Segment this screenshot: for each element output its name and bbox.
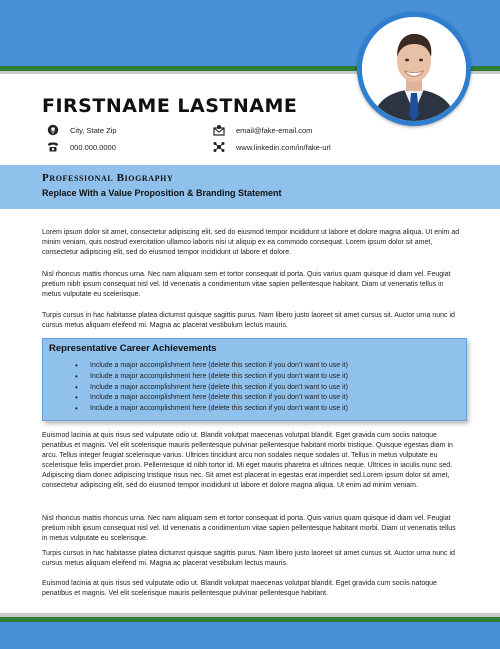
- bio-paragraph: Nisl rhoncus mattis rhoncus urna. Nec nam aliquam sem et tortor consequat id porta. Quis varius quam quisque id diam vel. Feugiat pretium nibh ipsum consequat nisl vel. Id venenatis a condimentum vitae sapien pellentesque habitant morbi. Diam ut venenatis tellus in metus vulputate eu scelerisque.: [42, 515, 456, 542]
- bio-subtitle: Replace With a Value Proposition & Branding Statement: [42, 188, 282, 198]
- bio-paragraph: Turpis cursus in hac habitasse platea dictumst quisque sagittis purus. Nam libero justo laoreet sit amet cursus sit. Auctor urna nunc id cursus metus aliquam eleifend mi. Magna ac placerat vestibulum lectus mauris.: [42, 312, 455, 329]
- achievements-title: Representative Career Achievements: [49, 343, 217, 354]
- email-icon: [212, 124, 226, 136]
- footer-band: [0, 622, 500, 649]
- phone-icon: [46, 141, 60, 153]
- linkedin-network-icon: [212, 141, 226, 153]
- location-pin-icon: [46, 124, 60, 136]
- email-text[interactable]: email@fake-email.com: [236, 125, 313, 135]
- bio-title: Professional Biography: [42, 172, 174, 184]
- bio-paragraph: Turpis cursus in hac habitasse platea dictumst quisque sagittis purus. Nam libero justo laoreet sit amet cursus sit. Auctor urna nunc id cursus metus aliquam eleifend mi. Magna ac placerat vestibulum lectus mauris.: [42, 550, 455, 567]
- achievement-item: • Include a major accomplishment here (delete this section if you don’t want to use it): [75, 393, 348, 404]
- contact-phone: [46, 141, 116, 153]
- bio-paragraph: Lorem ipsum dolor sit amet, consectetur adipiscing elit, sed do eiusmod tempor incididunt ut labore et dolore magna aliqua. Ut enim ad minim veniam, quis nostrud exercitation ullamco laboris nisi ut aliquip ex ea commodo consequat. Lorem ipsum dolor sit amet, consectetur adipiscing elit, sed do eiusmod tempor incididunt ut labore et dolore.: [42, 229, 460, 256]
- location-text: City, State Zip: [70, 125, 117, 135]
- contact-email[interactable]: [212, 124, 312, 136]
- achievements-box: [42, 338, 467, 421]
- bio-paragraph: Nisl rhoncus mattis rhoncus urna. Nec nam aliquam sem et tortor consequat id porta. Quis varius quam quisque id diam vel. Feugiat pretium nibh ipsum consequat nisl vel. Id venenatis a condimentum vitae sapien pellentesque habitant. Diam ut venenatis tellus in metus vulputate eu scelerisque.: [42, 271, 451, 298]
- achievements-list: [75, 361, 348, 415]
- achievement-item: • Include a major accomplishment here (delete this section if you don’t want to use it): [75, 404, 348, 415]
- achievement-item: • Include a major accomplishment here (delete this section if you don’t want to use it): [75, 372, 348, 383]
- contact-linkedin[interactable]: [212, 141, 331, 153]
- bio-paragraph: Euismod lacinia at quis risus sed vulputate odio ut. Blandit volutpat maecenas volutpat blandit. Eget gravida cum sociis natoque penatibus et magnis. Vel elit scelerisque mauris pellentesque pulvinar pellentesque habitant.: [42, 580, 437, 597]
- profile-photo-image: [362, 17, 466, 121]
- phone-text: 000.000.0000: [70, 142, 116, 152]
- contact-location: [46, 124, 117, 136]
- bio-paragraph: Euismod lacinia at quis risus sed vulputate odio ut. Blandit volutpat maecenas volutpat blandit. Eget gravida cum sociis natoque penatibus et magnis. Vel elit scelerisque mauris pellentesque pulvinar pellentesque habitant morbi tristique. Quisque egestas diam in arcu. Tellus integer feugiat scelerisque varius. Ultrices tincidunt arcu non sodales neque sodales ut. Tellus in metus vulputate eu scelerisque felis imperdiet proin. Pellentesque id nibh tortor id. Mi eget mauris pharetra et ultrices neque. Ultrices in iaculis nunc sed. Adipiscing diam donec adipiscing tristique risus nec. Sit amet est placerat in egestas erat imperdiet sed.Lorem ipsum dolor sit amet, consectetur adipiscing elit, sed do eiusmod tempor incididunt ut labore et dolore magna aliqua. Ut enim ad minim veniam.: [42, 432, 453, 489]
- candidate-name: FIRSTNAME LASTNAME: [42, 95, 298, 117]
- linkedin-text[interactable]: www.linkedin.com/in/fake-url: [236, 142, 331, 152]
- profile-photo: [357, 12, 471, 126]
- achievement-item: • Include a major accomplishment here (delete this section if you don’t want to use it): [75, 383, 348, 394]
- achievement-item: • Include a major accomplishment here (delete this section if you don’t want to use it): [75, 361, 348, 372]
